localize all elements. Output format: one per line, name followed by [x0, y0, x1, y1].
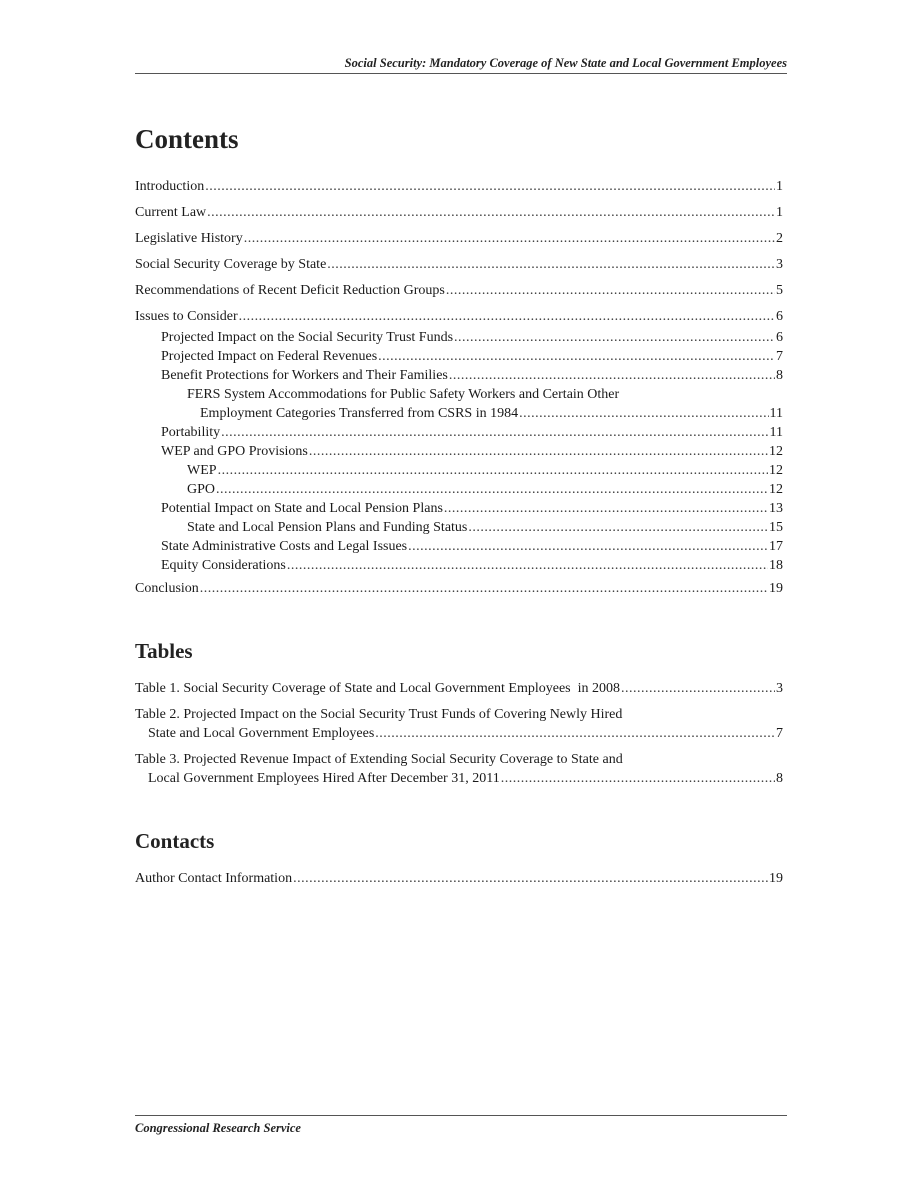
- dot-leader: [468, 518, 768, 537]
- toc-entry-page: 12: [769, 444, 783, 459]
- contents-heading: Contents: [135, 124, 239, 154]
- dot-leader: [449, 366, 775, 385]
- toc-entry-impact-trust-funds[interactable]: [135, 328, 783, 347]
- tables-heading: Tables: [135, 639, 193, 663]
- toc-entry-title: Benefit Protections for Workers and Their Families: [161, 368, 448, 383]
- toc-entry-title: GPO: [187, 482, 216, 497]
- toc-entry-page: 13: [769, 501, 783, 516]
- toc-entry-coverage-by-state[interactable]: [135, 255, 783, 274]
- table-entry-title: State and Local Government Employees: [148, 726, 375, 741]
- toc-entry-title: Employment Categories Transferred from CSRS in 1984: [200, 406, 519, 421]
- toc-entry-title: Equity Considerations: [161, 558, 286, 573]
- dot-leader: [200, 579, 768, 598]
- toc-entry-title: Projected Impact on the Social Security Trust Funds: [161, 330, 454, 345]
- table-entry-title: Table 1. Social Security Coverage of State and Local Government Employees in 2008: [135, 681, 620, 696]
- toc-entry-title: Recommendations of Recent Deficit Reduction Groups: [135, 283, 445, 298]
- toc-entry-page: 19: [769, 581, 783, 596]
- dot-leader: [501, 769, 775, 788]
- toc-entry-title: WEP: [187, 463, 217, 478]
- contact-entry-page: 19: [769, 871, 783, 886]
- dot-leader: [378, 347, 775, 366]
- toc-entry-introduction[interactable]: [135, 177, 783, 196]
- toc-entry-title-line1: FERS System Accommodations for Public Safety Workers and Certain Other: [187, 387, 620, 402]
- footer-rule: [135, 1115, 787, 1116]
- toc-entry-conclusion[interactable]: [135, 579, 783, 598]
- table-entry-page: 8: [776, 771, 783, 786]
- table-entry-1[interactable]: [135, 679, 783, 698]
- toc-entry-page: 17: [769, 539, 783, 554]
- dot-leader: [218, 461, 768, 480]
- toc-entry-title: Issues to Consider: [135, 309, 238, 324]
- running-header: Social Security: Mandatory Coverage of New State and Local Government Employees: [344, 56, 787, 70]
- toc-entry-admin-costs[interactable]: [135, 537, 783, 556]
- toc-entry-page: 1: [776, 205, 783, 220]
- toc-entry-title: WEP and GPO Provisions: [161, 444, 308, 459]
- dot-leader: [207, 203, 775, 222]
- dot-leader: [239, 307, 775, 326]
- toc-entry-benefit-protections[interactable]: [135, 366, 783, 385]
- toc-entry-pension-plans-impact[interactable]: [135, 499, 783, 518]
- toc-entry-current-law[interactable]: [135, 203, 783, 222]
- toc-entry-page: 2: [776, 231, 783, 246]
- dot-leader: [375, 724, 775, 743]
- dot-leader: [309, 442, 768, 461]
- dot-leader: [287, 556, 768, 575]
- toc-entry-title: Potential Impact on State and Local Pension Plans: [161, 501, 443, 516]
- toc-entry-wep-gpo[interactable]: [135, 442, 783, 461]
- toc-entry-page: 11: [769, 406, 783, 421]
- dot-leader: [221, 423, 768, 442]
- toc-entry-title: State and Local Pension Plans and Funding Status: [187, 520, 468, 535]
- contacts-heading: Contacts: [135, 829, 215, 853]
- dot-leader: [408, 537, 768, 556]
- dot-leader: [454, 328, 775, 347]
- toc-entry-page: 3: [776, 257, 783, 272]
- dot-leader: [293, 869, 768, 888]
- toc-entry-pension-funding-status[interactable]: [135, 518, 783, 537]
- toc-entry-title: Legislative History: [135, 231, 243, 246]
- dot-leader: [216, 480, 768, 499]
- dot-leader: [444, 499, 768, 518]
- toc-entry-legislative-history[interactable]: [135, 229, 783, 248]
- toc-entry-page: 12: [769, 482, 783, 497]
- toc-entry-portability[interactable]: [135, 423, 783, 442]
- contact-entry-author[interactable]: [135, 869, 783, 888]
- table-entry-title-line1: Table 3. Projected Revenue Impact of Extending Social Security Coverage to State and: [135, 752, 623, 767]
- toc-entry-page: 15: [769, 520, 783, 535]
- dot-leader: [327, 255, 775, 274]
- dot-leader: [621, 679, 775, 698]
- toc-entry-wep[interactable]: [135, 461, 783, 480]
- toc-entry-page: 1: [776, 179, 783, 194]
- toc-entry-issues-to-consider[interactable]: [135, 307, 783, 326]
- toc-entry-page: 7: [776, 349, 783, 364]
- toc-entry-title: Introduction: [135, 179, 205, 194]
- table-entry-3[interactable]: [135, 750, 783, 788]
- toc-entry-page: 12: [769, 463, 783, 478]
- dot-leader: [519, 404, 768, 423]
- dot-leader: [244, 229, 775, 248]
- contact-entry-title: Author Contact Information: [135, 871, 293, 886]
- running-footer: Congressional Research Service: [135, 1121, 301, 1135]
- toc-entry-impact-federal-revenues[interactable]: [135, 347, 783, 366]
- header-rule: [135, 73, 787, 74]
- toc-entry-gpo[interactable]: [135, 480, 783, 499]
- toc-entry-page: 8: [776, 368, 783, 383]
- toc-entry-fers-accommodations[interactable]: [135, 385, 783, 423]
- toc-entry-title: Current Law: [135, 205, 207, 220]
- toc-entry-title: State Administrative Costs and Legal Issues: [161, 539, 408, 554]
- table-entry-page: 3: [776, 681, 783, 696]
- table-entry-2[interactable]: [135, 705, 783, 743]
- dot-leader: [205, 177, 775, 196]
- table-entry-title: Local Government Employees Hired After December 31, 2011: [148, 771, 500, 786]
- toc-entry-title: Portability: [161, 425, 221, 440]
- dot-leader: [446, 281, 775, 300]
- toc-entry-title: Social Security Coverage by State: [135, 257, 327, 272]
- toc-entry-page: 5: [776, 283, 783, 298]
- toc-entry-equity[interactable]: [135, 556, 783, 575]
- toc-entry-page: 11: [769, 425, 783, 440]
- toc-entry-page: 6: [776, 330, 783, 345]
- toc-entry-recommendations[interactable]: [135, 281, 783, 300]
- table-entry-title-line1: Table 2. Projected Impact on the Social Security Trust Funds of Covering Newly Hired: [135, 707, 623, 722]
- toc-entry-page: 6: [776, 309, 783, 324]
- toc-entry-page: 18: [769, 558, 783, 573]
- toc-entry-title: Projected Impact on Federal Revenues: [161, 349, 378, 364]
- toc-entry-title: Conclusion: [135, 581, 199, 596]
- table-entry-page: 7: [776, 726, 783, 741]
